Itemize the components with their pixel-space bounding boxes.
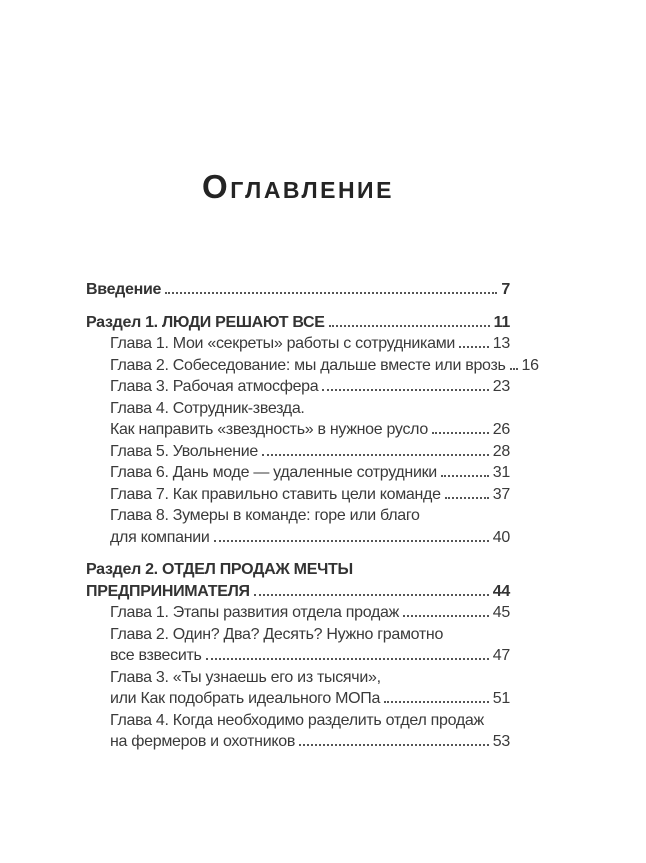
toc-entry-s2-chapter-4-line-2 — [86, 731, 510, 753]
toc-entry-section-1 — [86, 312, 510, 334]
page-title: Оглавление — [202, 168, 394, 205]
toc-entry-s2-chapter-3-line-2 — [86, 688, 510, 710]
toc-entry-page: 37 — [492, 485, 510, 503]
dot-leader — [510, 368, 518, 370]
toc-entry-page: 45 — [492, 604, 510, 621]
dot-leader — [459, 346, 489, 348]
page-content — [86, 0, 539, 753]
toc-entry-page: 26 — [492, 421, 510, 438]
toc-entry-text: Глава 4. Когда необходимо разделить отдел продаж — [110, 711, 484, 729]
toc-entry-text: Глава 8. Зумеры в команде: горе или благо — [110, 507, 420, 524]
toc-entry-text: Глава 1. Мои «секреты» работы с сотрудниками — [110, 335, 456, 352]
dot-leader — [165, 292, 497, 294]
toc-entry-page: 47 — [492, 647, 510, 664]
toc-entry-text: Глава 4. Сотрудник-звезда. — [110, 399, 305, 417]
toc-entry-s2-chapter-2-line-2 — [86, 645, 510, 667]
toc-entry-s1-chapter-4-line-1 — [86, 398, 510, 420]
dot-leader — [214, 540, 489, 542]
dot-leader — [322, 389, 488, 391]
toc-entry-s2-chapter-3-line-1 — [86, 667, 510, 689]
toc-entry-s2-chapter-1 — [86, 602, 510, 624]
toc-entry-page: 23 — [492, 378, 510, 395]
toc-entry-s2-chapter-4-line-1 — [86, 710, 510, 732]
toc-entry-text: на фермеров и охотников — [110, 733, 296, 750]
toc-entry-s2-chapter-2-line-1 — [86, 624, 510, 646]
dot-leader — [384, 701, 489, 703]
dot-leader — [329, 325, 490, 327]
toc-entry-s1-chapter-6 — [86, 462, 510, 484]
dot-leader — [254, 594, 489, 596]
dot-leader — [206, 658, 489, 660]
toc-entry-text: ПРЕДПРИНИМАТЕЛЯ — [86, 582, 250, 600]
toc-entry-s1-chapter-3 — [86, 376, 510, 398]
toc-entry-s1-chapter-8-line-1 — [86, 505, 510, 527]
toc-entry-s1-chapter-8-line-2 — [86, 527, 510, 549]
toc-entry-text: Глава 7. Как правильно ставить цели команде — [110, 485, 441, 503]
toc-entry-page: 11 — [493, 313, 510, 331]
toc-entry-s1-chapter-4-line-2 — [86, 419, 510, 441]
toc-entry-text: Глава 1. Этапы развития отдела продаж — [110, 604, 400, 621]
toc-entry-text: Глава 3. Рабочая атмосфера — [110, 378, 319, 395]
toc-entry-text: Раздел 1. ЛЮДИ РЕШАЮТ ВСЕ — [86, 313, 325, 331]
toc-entry-page: 51 — [492, 690, 510, 707]
toc-entry-s1-chapter-1 — [86, 333, 510, 355]
dot-leader — [445, 497, 489, 499]
toc-entry-page: 28 — [492, 442, 510, 460]
toc-entry-s1-chapter-5 — [86, 441, 510, 463]
toc-entry-page: 53 — [492, 733, 510, 750]
dot-leader — [441, 475, 489, 477]
toc-entry-text: все взвесить — [110, 647, 202, 664]
toc-entry-page: 7 — [501, 281, 510, 298]
toc-entry-text: Глава 5. Увольнение — [110, 442, 258, 460]
toc-entry-s1-chapter-2 — [86, 355, 539, 377]
toc-entry-page: 13 — [492, 335, 510, 352]
toc-entry-text: Глава 3. «Ты узнаешь его из тысячи», — [110, 668, 381, 686]
dot-leader — [432, 432, 489, 434]
toc-entry-text: или Как подобрать идеального МОПа — [110, 690, 381, 707]
toc-entry-page: 44 — [492, 582, 510, 600]
toc-entry-text: Глава 2. Один? Два? Десять? Нужно грамотно — [110, 625, 444, 643]
toc-entry-text: Как направить «звездность» в нужное русло — [110, 421, 428, 438]
toc-entry-page: 40 — [492, 528, 510, 546]
toc-entry-page: 31 — [492, 464, 510, 481]
toc-entry-section-2-line-1 — [86, 559, 510, 581]
toc-entry-text: Раздел 2. ОТДЕЛ ПРОДАЖ МЕЧТЫ — [86, 561, 353, 578]
toc-entry-text: Введение — [86, 281, 162, 298]
table-of-contents — [86, 279, 539, 753]
dot-leader — [299, 744, 489, 746]
toc-entry-introduction — [86, 279, 510, 301]
toc-entry-text: для компании — [110, 528, 210, 546]
toc-entry-text: Глава 6. Дань моде — удаленные сотрудники — [110, 464, 437, 481]
dot-leader — [403, 615, 489, 617]
toc-entry-section-2-line-2 — [86, 581, 510, 603]
toc-entry-text: Глава 2. Собеседование: мы дальше вместе или врозь — [110, 356, 506, 374]
dot-leader — [262, 454, 489, 456]
toc-entry-page: 16 — [521, 356, 539, 374]
toc-entry-s1-chapter-7 — [86, 484, 510, 506]
